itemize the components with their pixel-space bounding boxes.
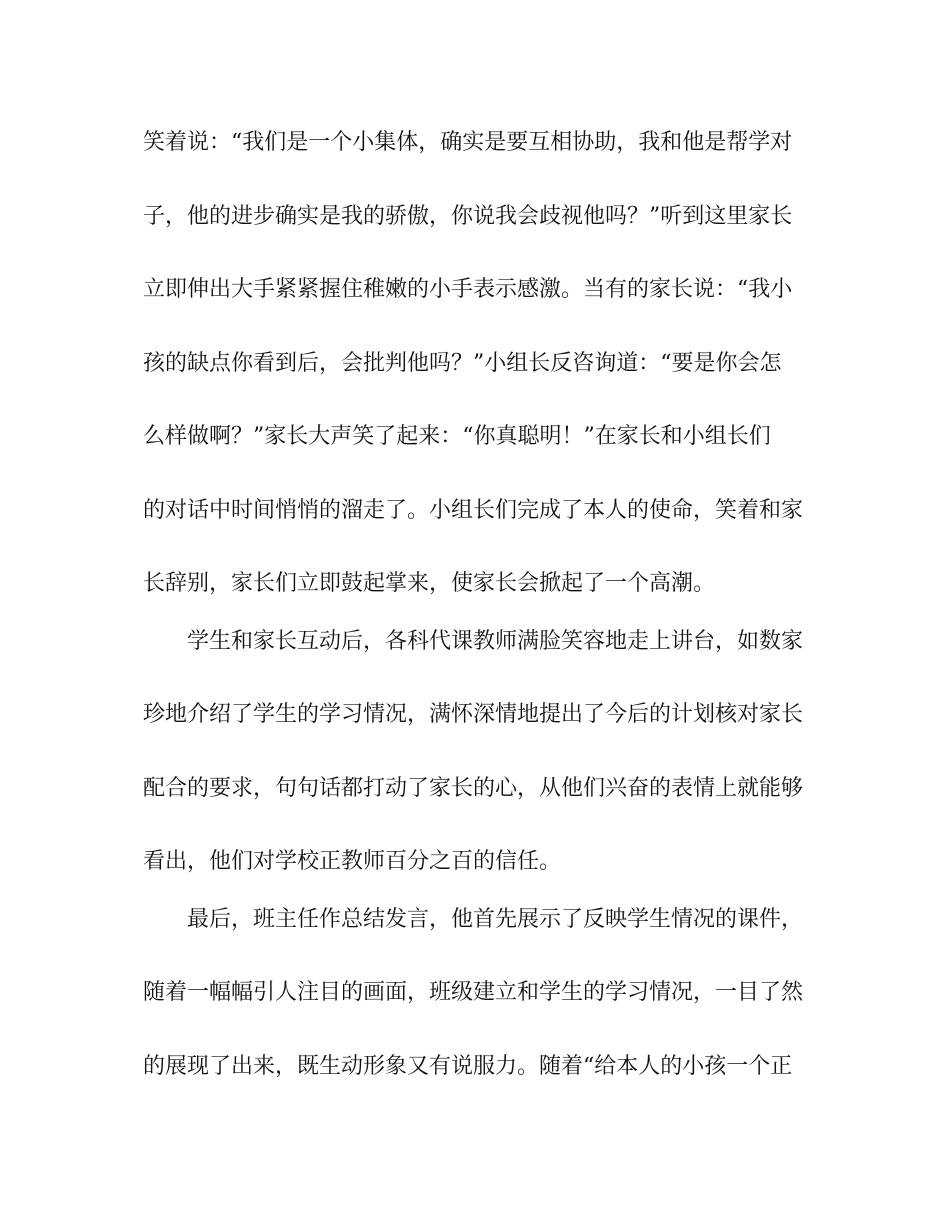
text-line: 配合的要求，句句话都打动了家长的心，从他们兴奋的表情上就能够 bbox=[143, 776, 804, 801]
paragraph-first-line: 最后，班主任作总结发言，他首先展示了反映学生情况的课件， bbox=[187, 907, 804, 932]
text-line: 立即伸出大手紧紧握住稚嫩的小手表示感激。当有的家长说：“我小 bbox=[143, 277, 793, 302]
text-line: 的对话中时间悄悄的溜走了。小组长们完成了本人的使命，笑着和家 bbox=[143, 498, 804, 523]
text-line: 的展现了出来，既生动形象又有说服力。随着“给本人的小孩一个正 bbox=[143, 1054, 793, 1079]
text-line: 么样做啊？”家长大声笑了起来：“你真聪明！”在家长和小组长们 bbox=[143, 424, 771, 449]
text-line: 长辞别，家长们立即鼓起掌来，使家长会掀起了一个高潮。 bbox=[143, 571, 716, 596]
text-line: 珍地介绍了学生的学习情况，满怀深情地提出了今后的计划核对家长 bbox=[143, 702, 804, 727]
text-line: 孩的缺点你看到后，会批判他吗？”小组长反咨询道：“要是你会怎 bbox=[143, 351, 782, 376]
text-line: 看出，他们对学校正教师百分之百的信任。 bbox=[143, 849, 562, 874]
text-line: 子，他的进步确实是我的骄傲，你说我会歧视他吗？”听到这里家长 bbox=[143, 204, 793, 229]
text-line: 笑着说：“我们是一个小集体，确实是要互相协助，我和他是帮学对 bbox=[143, 130, 793, 155]
text-line: 随着一幅幅引人注目的画面，班级建立和学生的学习情况，一目了然 bbox=[143, 980, 804, 1005]
paragraph-first-line: 学生和家长互动后，各科代课教师满脸笑容地走上讲台，如数家 bbox=[187, 629, 804, 654]
